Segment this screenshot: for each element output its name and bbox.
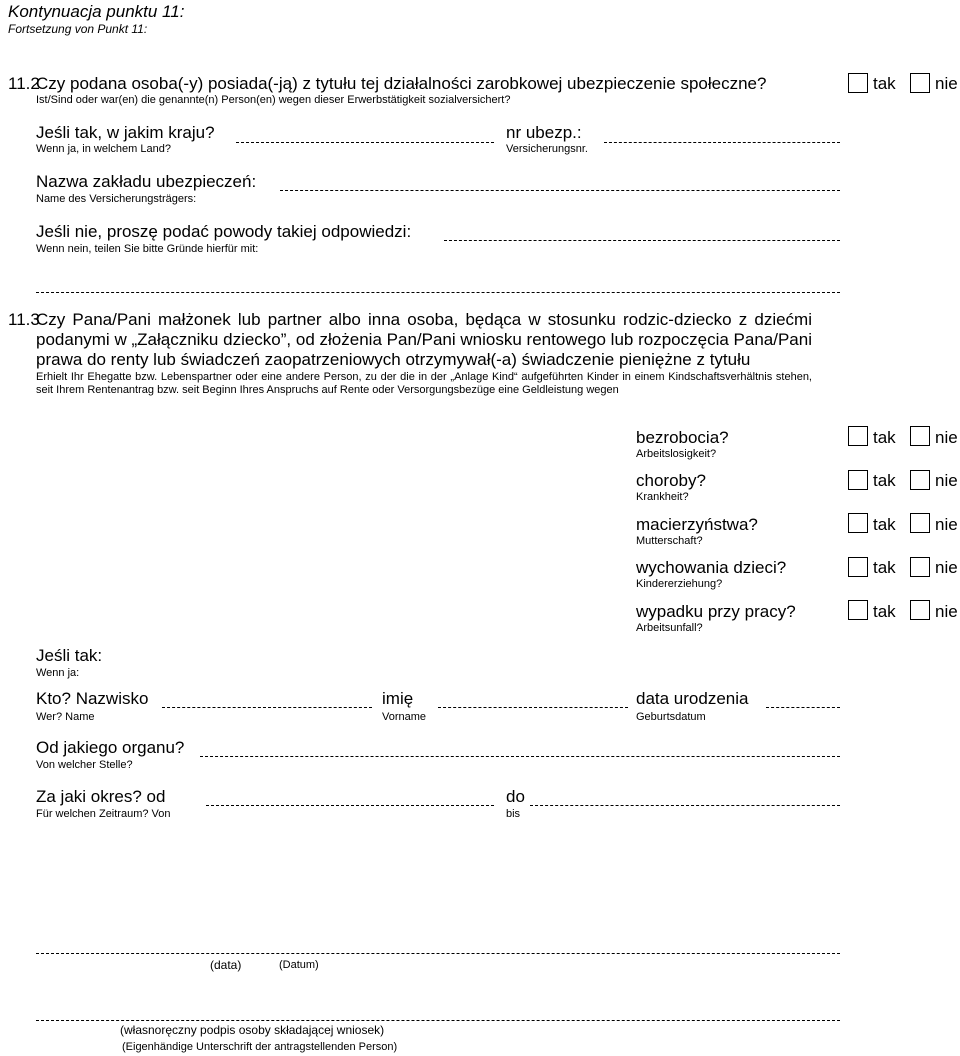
sickness-yes-checkbox[interactable] [848,470,868,490]
insurer-name-label: Nazwa zakładu ubezpieczeń: [36,172,257,191]
maternity-yes-checkbox[interactable] [848,513,868,533]
q11-2-question: Czy podana osoba(-y) posiada(-ją) z tytułu tej działalności zarobkowej ubezpieczenie społeczne? [36,74,767,93]
childcare-no-label: nie [935,558,958,577]
q11-2-yes-label: tak [873,74,896,93]
q11-2-no-checkbox[interactable] [910,73,930,93]
reason-field-line-2[interactable] [36,292,840,293]
option-accident-label-de: Arbeitsunfall? [636,622,703,634]
q11-2-question-de: Ist/Sind oder war(en) die genannte(n) Person(en) wegen dieser Erwerbstätigkeit sozialversichert? [36,94,511,106]
firstname-label: imię [382,689,414,708]
firstname-label-de: Vorname [382,711,427,723]
unemployment-yes-checkbox[interactable] [848,426,868,446]
q11-3-question-de: Erhielt Ihr Ehegatte bzw. Lebenspartner oder eine andere Person, zu der die in der „Anlage Kind“ aufgeführten Kinder in einem Kindschaftsverhältnis stehen, seit Ihrem Rentenantrag bzw. seit Beginn Ihres Anspruchs auf Rente oder Versorgungsbezüge eine Geldleistung wegen [36,371,812,396]
option-unemployment-label-de: Arbeitslosigkeit? [636,448,717,460]
birthdate-label-de: Geburtsdatum [636,711,706,723]
surname-label-de: Wer? Name [36,711,95,723]
q11-3-number: 11.3 [8,310,40,329]
q11-2-yes-checkbox[interactable] [848,73,868,93]
insurer-name-label-de: Name des Versicherungsträgers: [36,193,197,205]
q11-3-question: Czy Pana/Pani małżonek lub partner albo inna osoba, będąca w stosunku rodzic-dziecko z dziećmi podanymi w „Załączniku dziecko”, od złożenia Pan/Pani wniosku rentowego lub rozpoczęcia Pana/Pani prawa do renty lub świadczeń zaopatrzeniowych otrzymywał(-a) świadczenie pieniężne z tytułu [36,310,812,369]
reason-label-de: Wenn nein, teilen Sie bitte Gründe hierfür mit: [36,243,259,255]
country-field[interactable] [236,142,494,143]
page-title: Kontynuacja punktu 11: [8,2,185,21]
birthdate-label: data urodzenia [636,689,749,708]
option-maternity-label-de: Mutterschaft? [636,535,703,547]
birthdate-field[interactable] [766,707,840,708]
date-label-de: (Datum) [279,959,319,971]
option-maternity-label: macierzyństwa? [636,515,758,534]
childcare-yes-checkbox[interactable] [848,557,868,577]
surname-label: Kto? Nazwisko [36,689,149,708]
option-sickness-label: choroby? [636,471,706,490]
accident-no-label: nie [935,602,958,621]
insurance-number-label-de: Versicherungsnr. [506,143,588,155]
signature-line[interactable] [36,1020,840,1021]
signature-label: (własnoręczny podpis osoby składającej wniosek) [120,1023,385,1037]
signature-label-de: (Eigenhändige Unterschrift der antragstellenden Person) [122,1041,398,1053]
maternity-yes-label: tak [873,515,896,534]
sickness-no-label: nie [935,471,958,490]
country-label-de: Wenn ja, in welchem Land? [36,143,171,155]
option-accident-label: wypadku przy pracy? [636,602,796,621]
agency-label: Od jakiego organu? [36,738,185,757]
firstname-field[interactable] [438,707,628,708]
maternity-no-checkbox[interactable] [910,513,930,533]
sickness-no-checkbox[interactable] [910,470,930,490]
option-childcare-label-de: Kindererziehung? [636,578,723,590]
date-line[interactable] [36,953,840,954]
if-yes-label: Jeśli tak: [36,646,103,665]
childcare-yes-label: tak [873,558,896,577]
page-subtitle: Fortsetzung von Punkt 11: [8,22,148,36]
sickness-yes-label: tak [873,471,896,490]
unemployment-yes-label: tak [873,428,896,447]
accident-no-checkbox[interactable] [910,600,930,620]
insurer-name-field[interactable] [280,190,840,191]
reason-field[interactable] [444,240,840,241]
accident-yes-checkbox[interactable] [848,600,868,620]
accident-yes-label: tak [873,602,896,621]
option-sickness-label-de: Krankheit? [636,491,689,503]
agency-label-de: Von welcher Stelle? [36,759,133,771]
maternity-no-label: nie [935,515,958,534]
period-from-label: Za jaki okres? od [36,787,166,806]
agency-field[interactable] [200,756,840,757]
option-childcare-label: wychowania dzieci? [636,558,787,577]
period-to-field[interactable] [530,805,840,806]
if-yes-label-de: Wenn ja: [36,667,80,679]
option-unemployment-label: bezrobocia? [636,428,729,447]
insurance-number-field[interactable] [604,142,840,143]
surname-field[interactable] [162,707,372,708]
unemployment-no-checkbox[interactable] [910,426,930,446]
q11-2-number: 11.2 [8,74,40,93]
country-label: Jeśli tak, w jakim kraju? [36,123,215,142]
reason-label: Jeśli nie, proszę podać powody takiej odpowiedzi: [36,222,412,241]
unemployment-no-label: nie [935,428,958,447]
insurance-number-label: nr ubezp.: [506,123,582,142]
q11-2-no-label: nie [935,74,958,93]
childcare-no-checkbox[interactable] [910,557,930,577]
period-to-label: do [506,787,525,806]
date-label: (data) [210,958,242,972]
period-to-label-de: bis [506,808,521,820]
period-from-field[interactable] [206,805,494,806]
period-from-label-de: Für welchen Zeitraum? Von [36,808,171,820]
